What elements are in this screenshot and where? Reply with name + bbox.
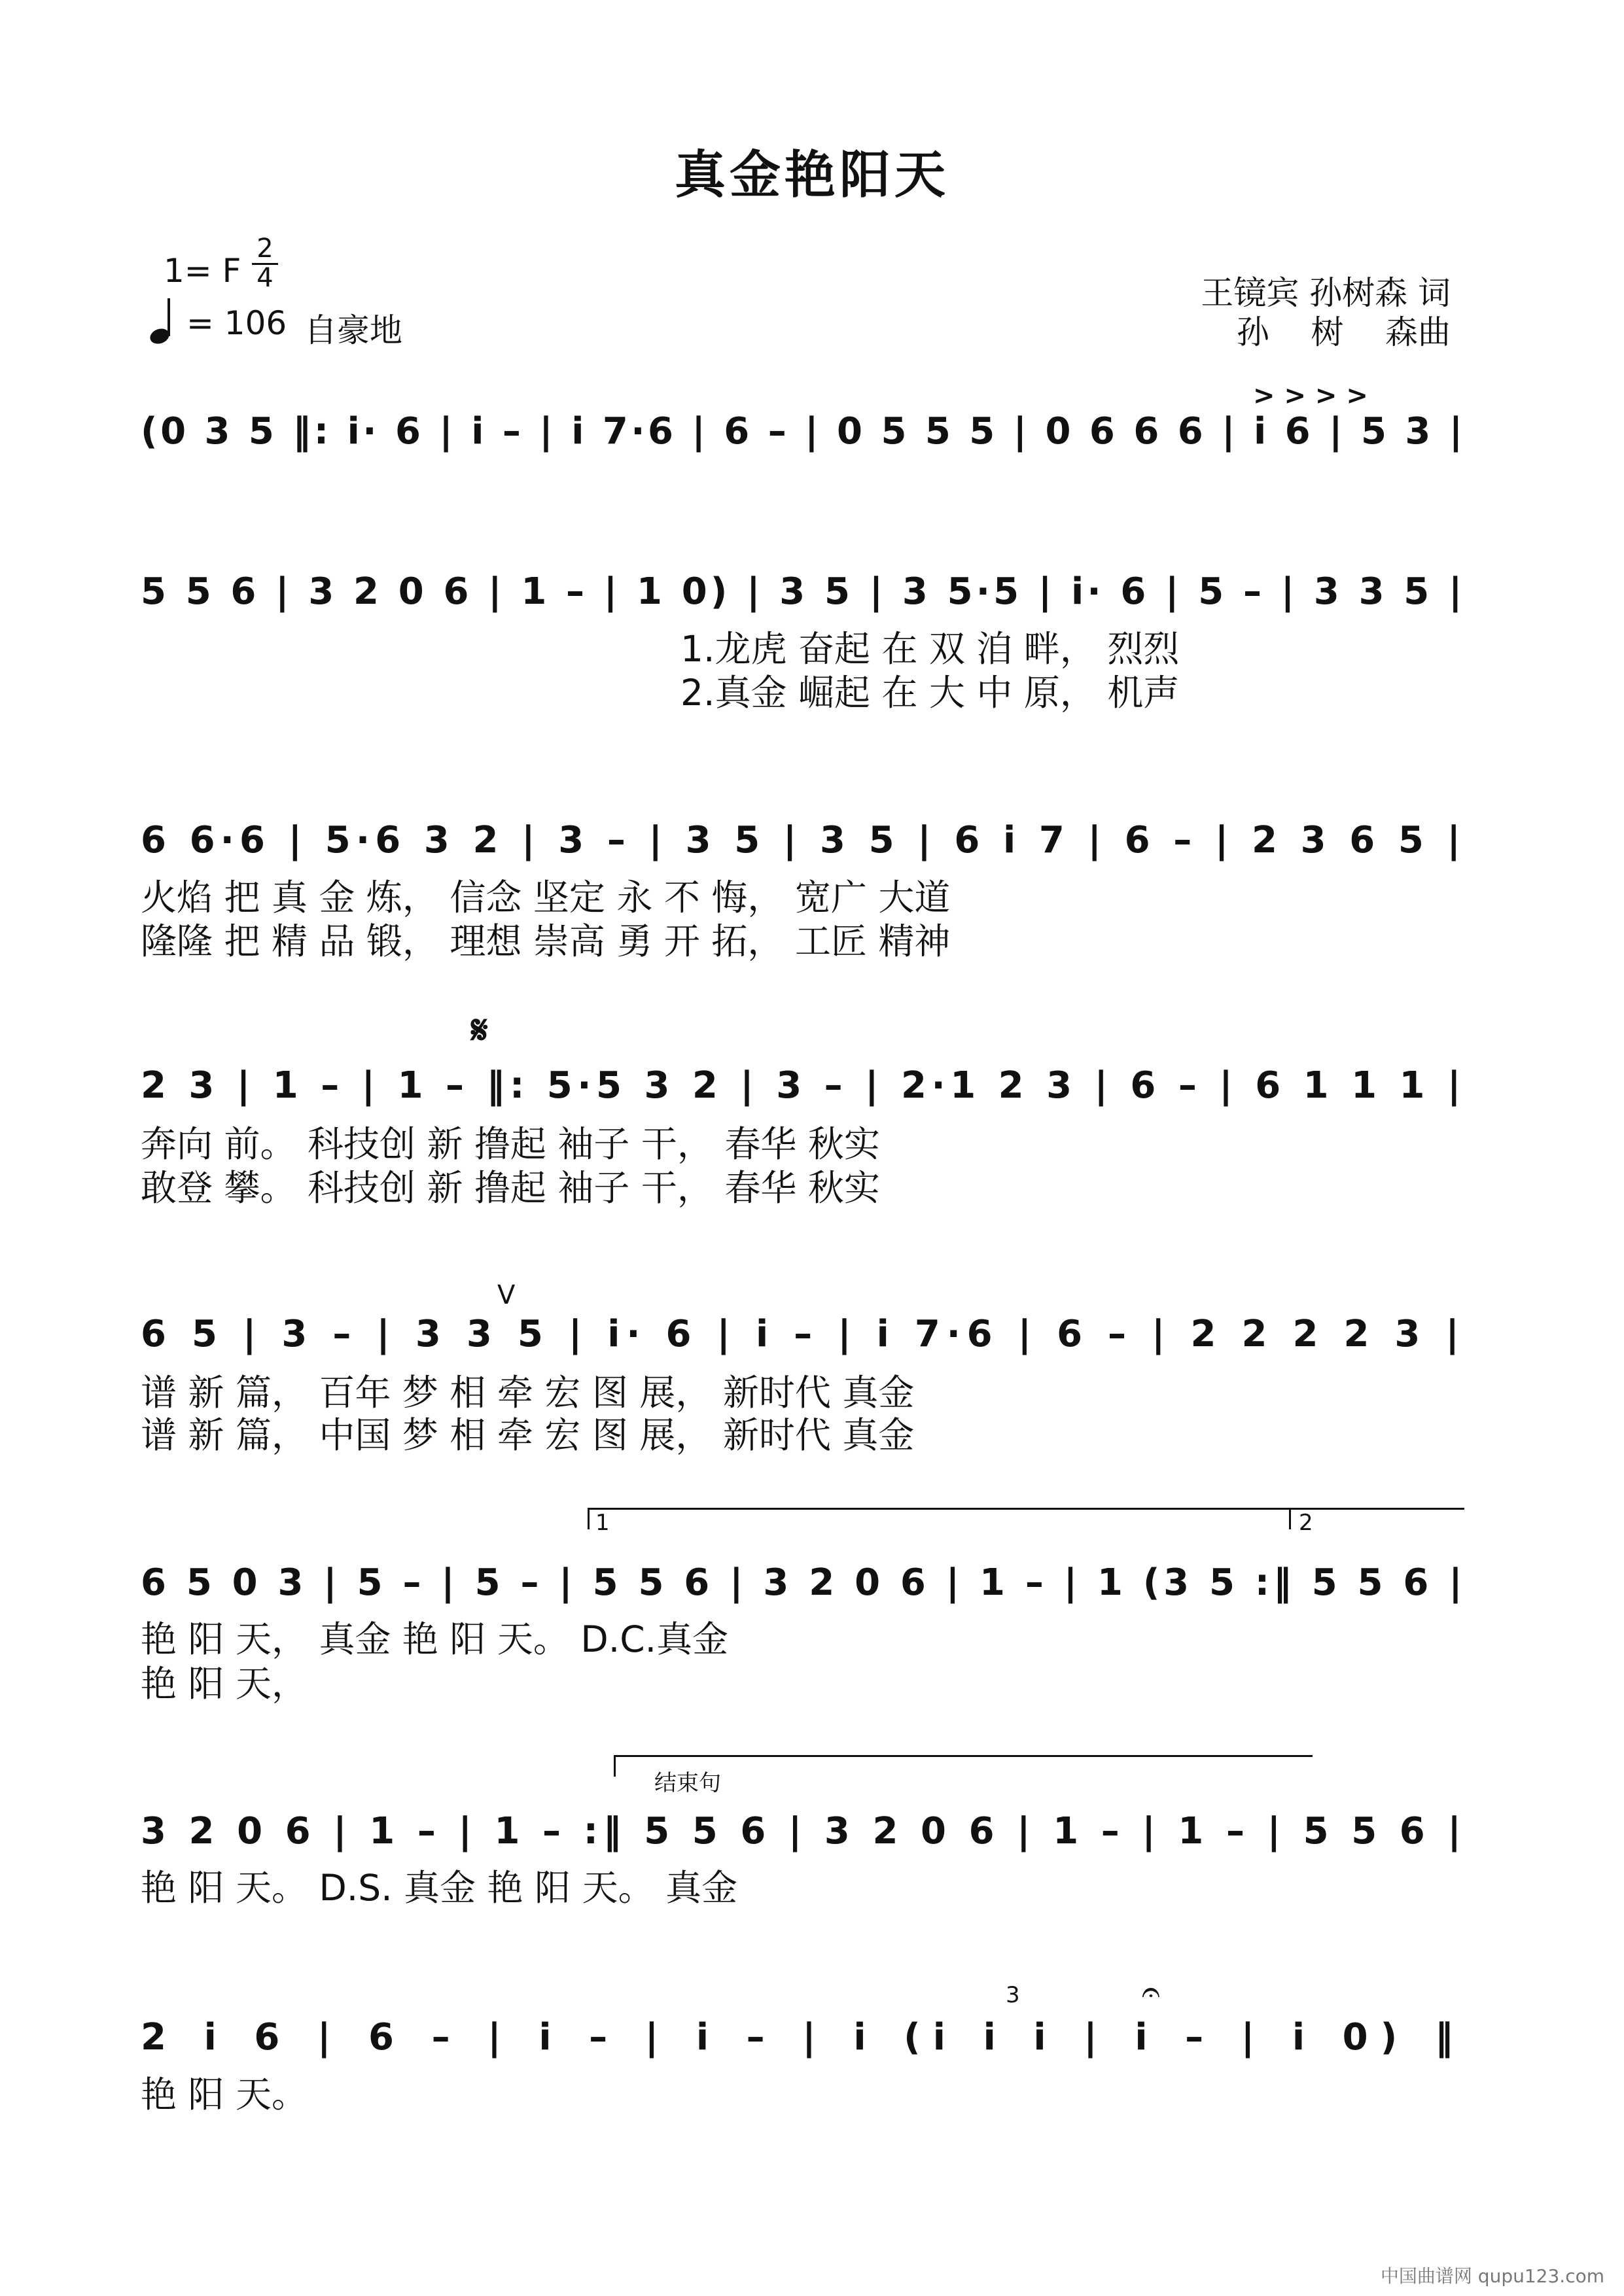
site-watermark: 中国曲谱网 qupu123.com [1380,2265,1604,2287]
notation-line: 5 5 6 | 3 2 0 6 | 1 – | 1 0) | 3 5 | 3 5·5 | i· 6 | 5 – | 3 3 5 | [141,570,1466,613]
key-signature: 1= F [164,252,241,290]
lyric-verse-1: 火焰 把 真 金 炼， 信念 坚定 永 不 悔， 宽广 大道 [141,877,951,918]
lyric-verse-1: 奔向 前。 科技创 新 撸起 袖子 干， 春华 秋实 [141,1123,880,1165]
lyric-verse-1: 艳 阳 天， 真金 艳 阳 天。 D.C.真金 [141,1618,729,1660]
volta-1-bracket [588,1508,1291,1529]
lyric-verse-1: 谱 新 篇， 百年 梦 相 牵 宏 图 展， 新时代 真金 [141,1372,915,1414]
time-denominator: 4 [252,263,278,291]
notation-line: 6 5 | 3 – | 3 3 5 | i· 6 | i – | i 7·6 | 6 – | 2 2 2 2 3 | [141,1313,1466,1355]
time-numerator: 2 [256,234,274,264]
triplet-marker: 3 [1006,1982,1020,2008]
lyric-verse-2: 敢登 攀。 科技创 新 撸起 袖子 干， 春华 秋实 [141,1167,880,1209]
tempo-value: = 106 [186,304,287,342]
lyric-verse-2: 谱 新 篇， 中国 梦 相 牵 宏 图 展， 新时代 真金 [141,1414,915,1456]
lyric-verse-1: 艳 阳 天。 [141,2074,308,2115]
lyricist-credit: 王镜宾 孙树森 词 [1201,274,1451,312]
notation-line: 6 6·6 | 5·6 3 2 | 3 – | 3 5 | 3 5 | 6 i 7 | 6 – | 2 3 6 5 | [141,819,1466,861]
volta-1-label: 1 [595,1510,610,1536]
lyric-verse-1: 艳 阳 天。 D.S. 真金 艳 阳 天。 真金 [141,1867,738,1909]
notation-line: (0 3 5 ‖: i· 6 | i – | i 7·6 | 6 – | 0 5 5 5 | 0 6 6 6 | i 6 | 5 3 | [141,410,1466,453]
segno-sign: 𝄋 [471,1007,488,1053]
lyric-verse-2: 2.真金 崛起 在 大 中 原， 机声 [680,672,1180,714]
notation-line: 3 2 0 6 | 1 – | 1 – :‖ 5 5 6 | 3 2 0 6 | 1 – | 1 – | 5 5 6 | [141,1810,1466,1852]
notation-line: 2 i 6 | 6 – | i – | i – | i (i i i | i – | i 0) ‖ [141,2016,1466,2059]
song-title: 真金艳阳天 [674,145,949,205]
quarter-note-icon [149,296,175,348]
notation-line: 2 3 | 1 – | 1 – ‖: 5·5 3 2 | 3 – | 2·1 2 3 | 6 – | 6 1 1 1 | [141,1064,1466,1107]
composer-credit: 孙 树 森曲 [1236,313,1451,351]
volta-2-bracket [1289,1508,1464,1529]
accent-marks: > > > > [1253,381,1368,411]
volta-2-label: 2 [1299,1510,1313,1536]
lyric-verse-2: 艳 阳 天， [141,1663,308,1705]
lyric-verse-1: 1.龙虎 奋起 在 双 洎 畔， 烈烈 [680,628,1180,670]
staff-row-1 [141,409,1466,481]
expression-mark: 自豪地 [304,311,402,349]
ending-label: 结束句 [654,1770,721,1796]
staff-row-8 [141,2015,1466,2087]
fermata-mark: 𝄐 [1142,1973,1160,2011]
time-signature [252,235,278,291]
lyric-verse-2: 隆隆 把 精 品 锻， 理想 崇高 勇 开 拓， 工匠 精神 [141,920,951,962]
notation-line: 6 5 0 3 | 5 – | 5 – | 5 5 6 | 3 2 0 6 | 1 – | 1 (3 5 :‖ 5 5 6 | [141,1561,1466,1604]
breath-mark: V [497,1280,516,1310]
